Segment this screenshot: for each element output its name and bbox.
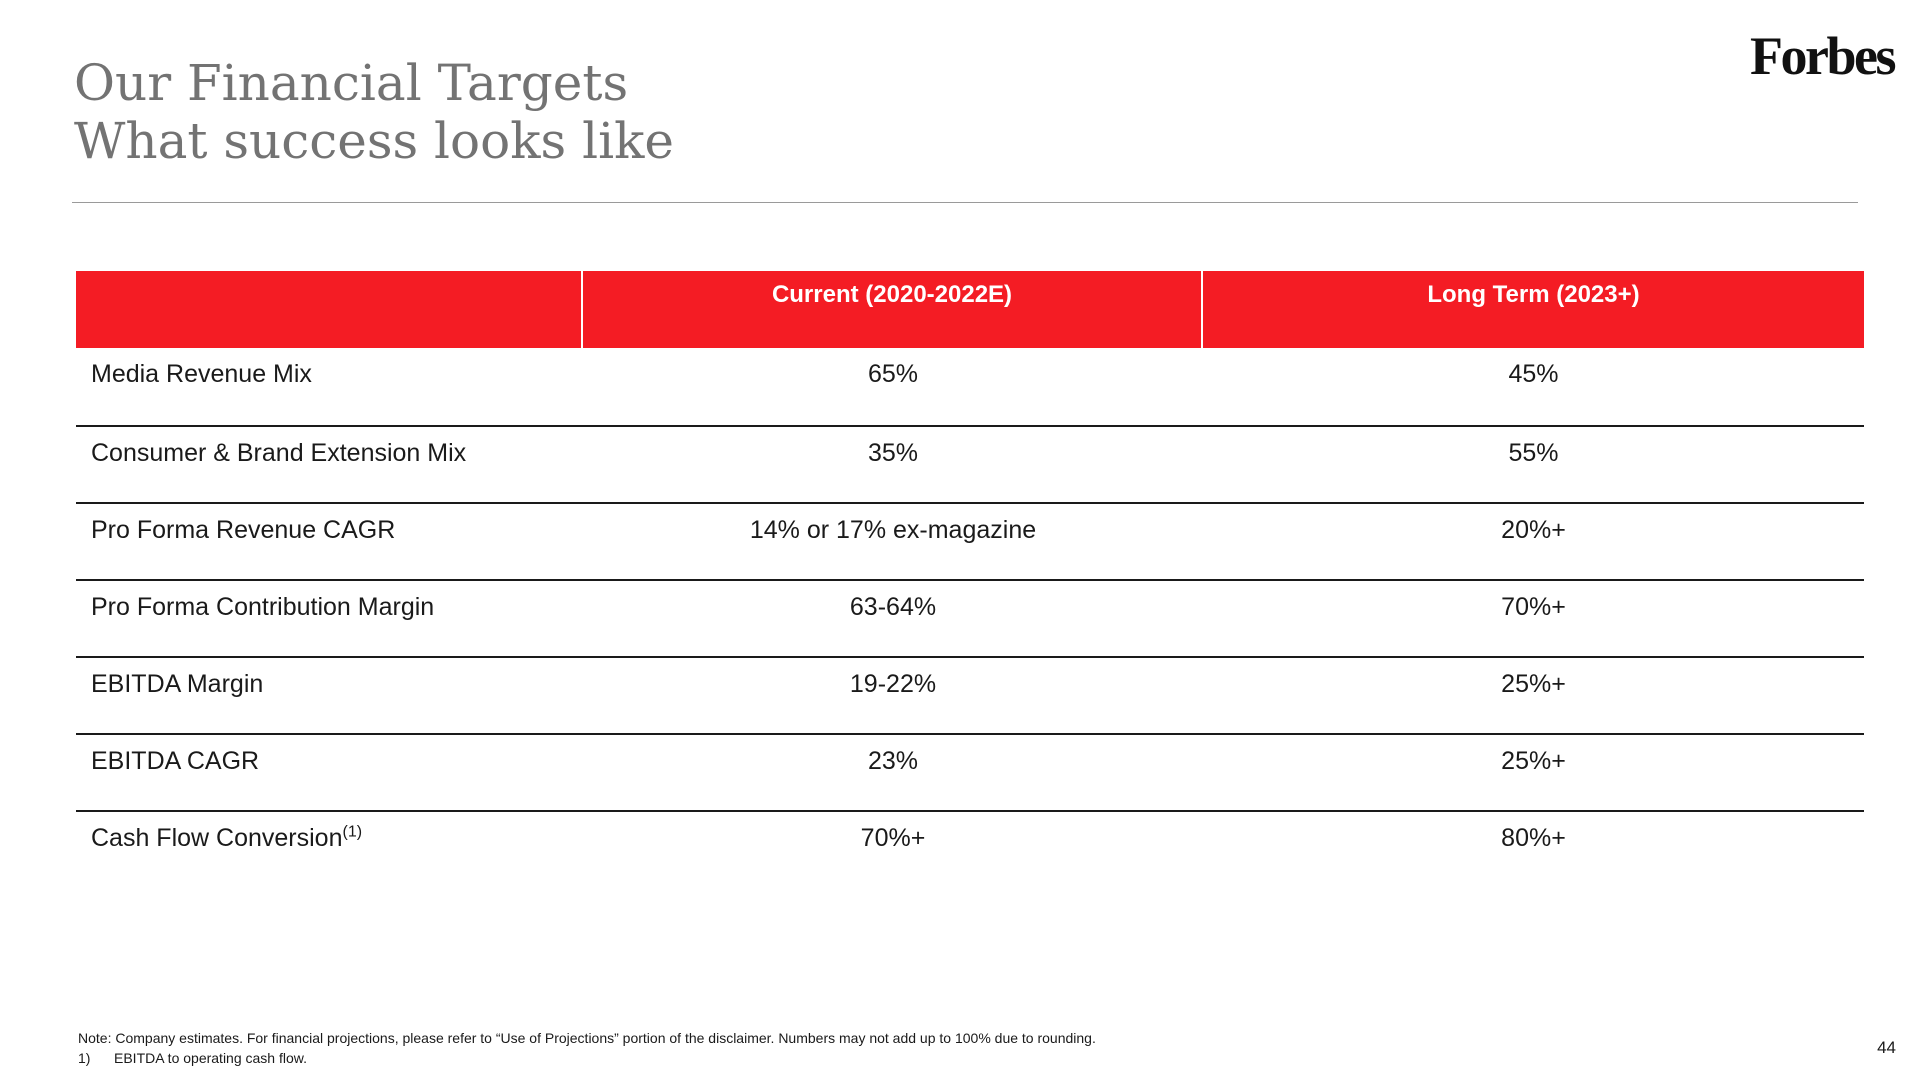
header-cell-metric <box>76 271 581 348</box>
metric-cell <box>76 348 583 425</box>
metric-label: Media Revenue Mix <box>91 360 312 388</box>
current-cell: 35% <box>867 439 919 467</box>
header-cell-current: Current (2020-2022E) <box>583 271 1201 348</box>
metric-label: Pro Forma Revenue CAGR <box>91 516 396 544</box>
long-term-cell: 70%+ <box>1501 593 1566 621</box>
table-row <box>76 348 1864 425</box>
metric-cell <box>76 812 583 887</box>
table-body <box>76 348 1864 887</box>
metric-cell <box>76 504 583 579</box>
slide-title <box>74 54 674 170</box>
table-row <box>76 733 1864 810</box>
financial-targets-table <box>76 271 1864 887</box>
metric-label: EBITDA CAGR <box>91 747 260 775</box>
long-term-cell: 45% <box>1508 360 1559 388</box>
metric-cell <box>76 427 583 502</box>
metric-label: Cash Flow Conversion <box>91 824 343 852</box>
current-cell: 63-64% <box>849 593 937 621</box>
current-cell: 23% <box>867 747 919 775</box>
footnote-note: Note: Company estimates. For financial projections, please refer to “Use of Projections” portion of the disclaimer. Numbers may not add up to 100% due to rounding. <box>78 1030 1096 1046</box>
table-row <box>76 425 1864 502</box>
forbes-logo: Forbes <box>1750 26 1894 86</box>
page-number: 44 <box>1877 1038 1896 1057</box>
table-header-row <box>76 271 1864 348</box>
long-term-cell: 80%+ <box>1501 824 1566 852</box>
table-row <box>76 579 1864 656</box>
current-cell: 70%+ <box>860 824 926 852</box>
current-cell: 65% <box>867 360 919 388</box>
current-cell: 19-22% <box>849 670 937 698</box>
footnotes <box>78 1028 1096 1068</box>
table-row <box>76 656 1864 733</box>
metric-label: Consumer & Brand Extension Mix <box>91 439 467 467</box>
metric-label: EBITDA Margin <box>91 670 264 698</box>
footnote-1-number: 1) <box>78 1050 91 1066</box>
metric-cell <box>76 581 583 656</box>
footnote-marker: (1) <box>342 823 363 841</box>
header-cell-long-term: Long Term (2023+) <box>1203 271 1864 348</box>
table-row <box>76 810 1864 887</box>
footnote-1 <box>78 1048 1096 1068</box>
metric-cell <box>76 658 583 733</box>
current-cell: 14% or 17% ex-magazine <box>749 516 1037 544</box>
metric-cell <box>76 735 583 810</box>
long-term-cell: 25%+ <box>1501 670 1566 698</box>
long-term-cell: 25%+ <box>1501 747 1566 775</box>
table-row <box>76 502 1864 579</box>
title-divider <box>72 202 1858 203</box>
long-term-cell: 20%+ <box>1501 516 1566 544</box>
footnote-1-text: EBITDA to operating cash flow. <box>114 1050 307 1066</box>
title-line-1: Our Financial Targets <box>74 54 629 112</box>
metric-label: Pro Forma Contribution Margin <box>91 593 435 621</box>
title-line-2: What success looks like <box>74 112 674 170</box>
long-term-cell: 55% <box>1508 439 1559 467</box>
